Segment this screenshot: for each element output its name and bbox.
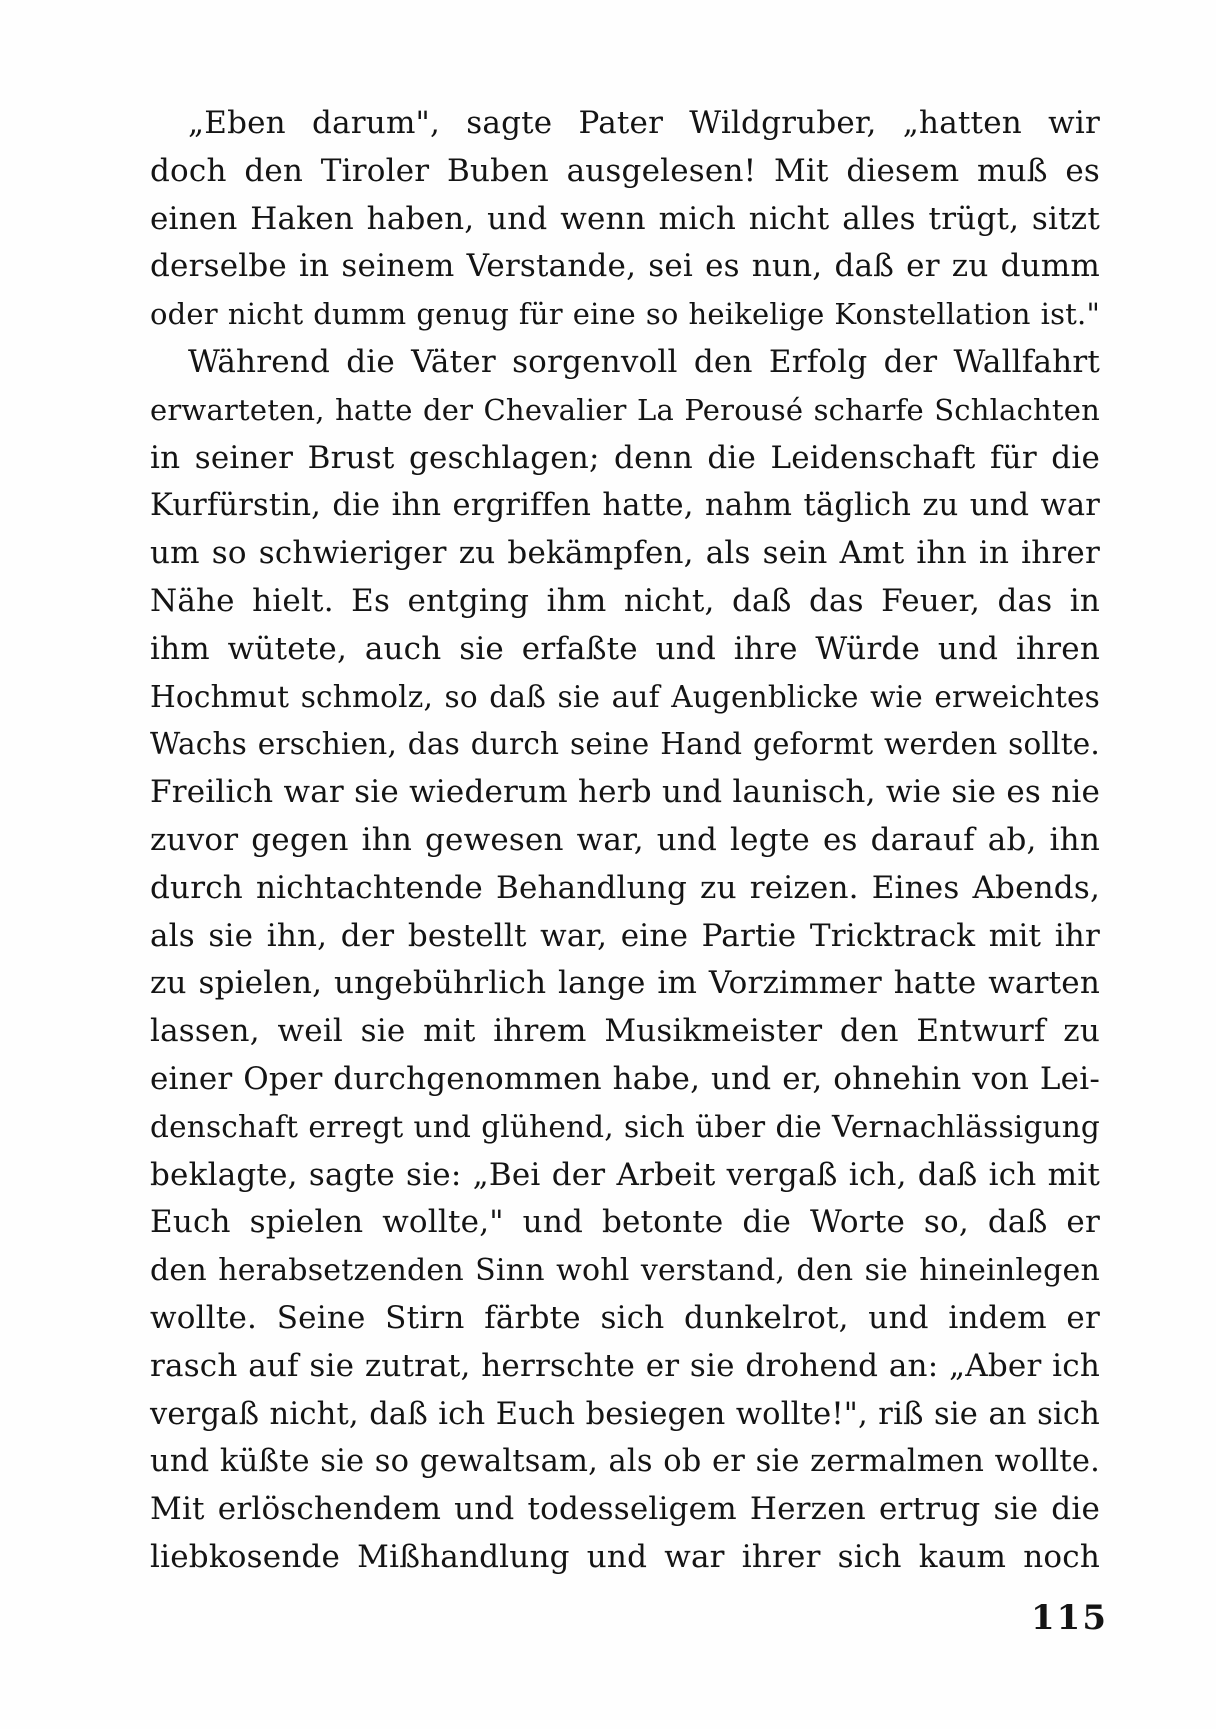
text-line: liebkosende Mißhandlung und war ihrer sich kaum noch [150, 1538, 1100, 1575]
text-line: rasch auf sie zutrat, herrschte er sie drohend an: „Aber ich [150, 1347, 1100, 1384]
text-line: zuvor gegen ihn gewesen war, und legte es darauf ab, ihn [150, 821, 1100, 858]
text-line: durch nichtachtende Behandlung zu reizen. Eines Abends, [150, 869, 1100, 906]
text-line: Freilich war sie wiederum herb und launisch, wie sie es nie [150, 774, 1100, 811]
text-line: Während die Väter sorgenvoll den Erfolg der Wallfahrt [188, 343, 1100, 380]
text-line: einer Oper durchgenommen habe, und er, ohnehin von Lei- [150, 1060, 1100, 1097]
text-line: oder nicht dumm genug für eine so heikelige Konstellation ist." [150, 297, 1100, 332]
text-line: erwarteten, hatte der Chevalier La Perousé scharfe Schlachten [150, 392, 1100, 427]
text-line: und küßte sie so gewaltsam, als ob er sie zermalmen wollte. [150, 1444, 1100, 1480]
text-line: lassen, weil sie mit ihrem Musikmeister den Entwurf zu [150, 1013, 1100, 1050]
text-line: ihm wütete, auch sie erfaßte und ihre Würde und ihren [150, 630, 1100, 667]
body-text [150, 100, 1100, 1582]
text-line: beklagte, sagte sie: „Bei der Arbeit vergaß ich, daß ich mit [150, 1156, 1100, 1193]
text-line: Wachs erschien, das durch seine Hand geformt werden sollte. [150, 727, 1100, 762]
text-line: denschaft erregt und glühend, sich über die Vernachlässigung [150, 1109, 1100, 1144]
text-line: „Eben darum", sagte Pater Wildgruber, „hatten wir [188, 105, 1100, 141]
text-line: um so schwieriger zu bekämpfen, als sein Amt ihn in ihrer [150, 535, 1100, 572]
text-line: derselbe in seinem Verstande, sei es nun, daß er zu dumm [150, 248, 1100, 285]
text-line: zu spielen, ungebührlich lange im Vorzimmer hatte warten [150, 965, 1100, 1002]
text-line: Kurfürstin, die ihn ergriffen hatte, nahm täglich zu und war [150, 488, 1100, 524]
text-line: Euch spielen wollte," und betonte die Worte so, daß er [150, 1204, 1100, 1241]
page-number: 115 [1031, 1598, 1108, 1638]
text-line: in seiner Brust geschlagen; denn die Leidenschaft für die [150, 439, 1100, 476]
text-line: einen Haken haben, und wenn mich nicht alles trügt, sitzt [150, 200, 1100, 237]
text-line: den herabsetzenden Sinn wohl verstand, den sie hineinlegen [150, 1253, 1100, 1289]
text-line: vergaß nicht, daß ich Euch besiegen wollte!", riß sie an sich [150, 1396, 1100, 1432]
text-line: Hochmut schmolz, so daß sie auf Augenblicke wie erweichtes [150, 679, 1100, 714]
text-line: Mit erlöschendem und todesseligem Herzen ertrug sie die [150, 1491, 1100, 1528]
text-line: wollte. Seine Stirn färbte sich dunkelrot, und indem er [150, 1299, 1100, 1336]
text-line: doch den Tiroler Buben ausgelesen! Mit diesem muß es [150, 152, 1100, 189]
text-line: als sie ihn, der bestellt war, eine Partie Tricktrack mit ihr [150, 917, 1100, 954]
text-line: Nähe hielt. Es entging ihm nicht, daß das Feuer, das in [150, 582, 1100, 619]
